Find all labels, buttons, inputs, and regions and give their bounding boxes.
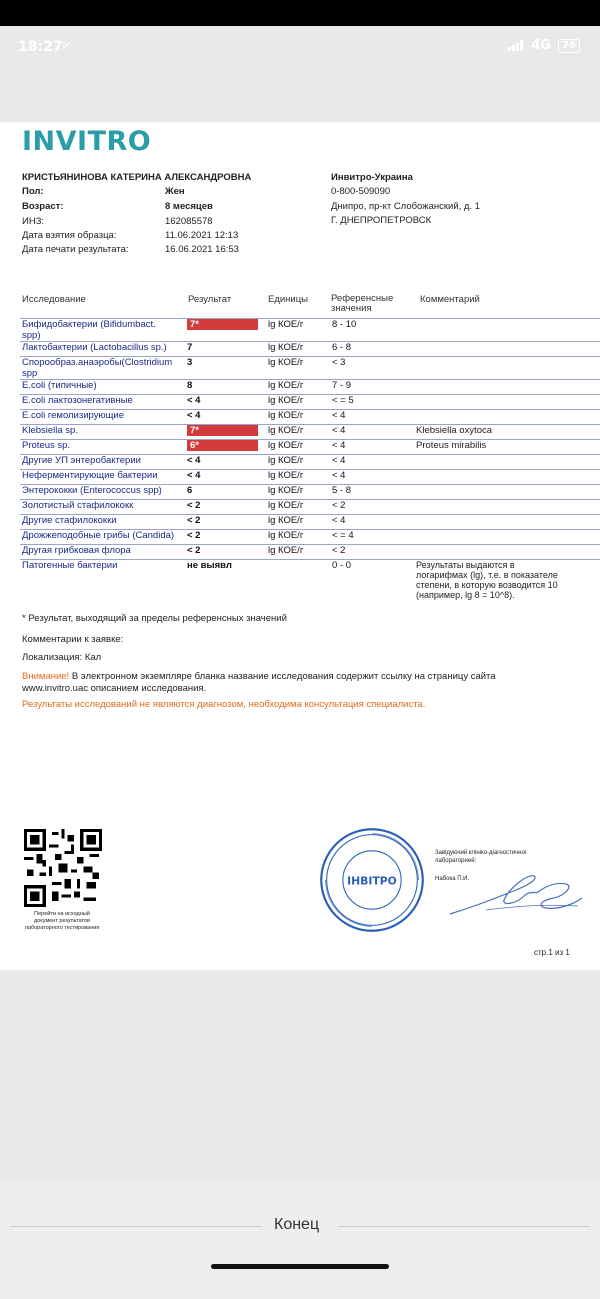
- study-name-line1[interactable]: Неферментирующие бактерии: [22, 470, 158, 481]
- signature-title: [435, 849, 527, 865]
- age-value: 8 месяцев: [165, 201, 213, 212]
- study-name[interactable]: [20, 440, 185, 455]
- sex-value: Жен: [165, 186, 185, 197]
- comment-value: Proteus mirabilis: [416, 440, 487, 451]
- study-name[interactable]: [20, 545, 185, 560]
- viewer-bottom-bar: [0, 1180, 600, 1299]
- end-divider-left: [10, 1226, 262, 1227]
- result-value: < 4: [187, 470, 201, 481]
- result-value: < 4: [187, 395, 201, 406]
- result-value: не выявл: [187, 560, 232, 571]
- result-value: < 2: [187, 500, 201, 511]
- comment-value: [414, 380, 600, 395]
- results-table: [20, 318, 600, 600]
- result-value: < 4: [187, 410, 201, 421]
- units-value: lg КОЕ/г: [268, 515, 304, 526]
- reference-value: < = 4: [332, 530, 354, 541]
- study-name-line1[interactable]: Другая грибковая флора: [22, 545, 131, 556]
- lab-phone: 0-800-509090: [331, 186, 391, 197]
- comment-line4: (например, lg 8 = 10^8).: [416, 590, 515, 600]
- units-value: lg КОЕ/г: [268, 500, 304, 511]
- attention-word: Внимание!: [22, 671, 70, 682]
- study-name-line1[interactable]: Другие УП энтеробактерии: [22, 455, 141, 466]
- reference-value: < 4: [332, 515, 346, 526]
- reference-value: < = 5: [332, 395, 354, 406]
- status-time: 18:27: [18, 39, 63, 55]
- comment-line1: Результаты выдаются в: [416, 560, 515, 570]
- comment-value: [414, 455, 600, 470]
- table-row: [20, 395, 600, 410]
- signature-image: [446, 870, 586, 920]
- qr-code[interactable]: [24, 829, 102, 907]
- qr-caption-line3: лабораторного тестирования: [24, 925, 100, 931]
- reference-value: < 4: [332, 470, 346, 481]
- attention-note: [22, 671, 496, 695]
- study-name-line1[interactable]: Золотистый стафилококк: [22, 500, 134, 511]
- sample-date-label: Дата взятия образца:: [22, 230, 117, 241]
- study-name-line1[interactable]: E.coli гемолизирующие: [22, 410, 124, 421]
- end-divider-right: [338, 1226, 590, 1227]
- reference-value: 6 - 8: [332, 342, 352, 353]
- study-name[interactable]: [20, 470, 185, 485]
- study-name[interactable]: [20, 357, 185, 380]
- study-name[interactable]: [20, 485, 185, 500]
- qr-caption-line1: Перейти на исходный: [34, 911, 90, 917]
- print-date-label: Дата печати результата:: [22, 244, 129, 255]
- reference-value: 7 - 9: [332, 380, 352, 391]
- result-value: < 2: [187, 530, 201, 541]
- lab-city: Г. ДНЕПРОПЕТРОВСК: [331, 215, 432, 226]
- patient-name: КРИСТЬЯНИНОВА КАТЕРИНА АЛЕКСАНДРОВНА: [22, 172, 252, 183]
- study-name[interactable]: Патогенные бактерии: [22, 560, 118, 571]
- study-name-line1[interactable]: E.coli лактозонегативные: [22, 395, 133, 406]
- comment-value: [414, 500, 600, 515]
- comments-label: Комментарии к заявке:: [22, 634, 124, 645]
- units-value: lg КОЕ/г: [268, 545, 304, 556]
- reference-header-line2: значения: [331, 303, 372, 314]
- study-name[interactable]: [20, 515, 185, 530]
- battery-icon: 76: [558, 39, 580, 53]
- network-type: 4G: [531, 38, 552, 53]
- result-value: 6: [187, 485, 193, 496]
- attention-text: В электронном экземпляре бланка название исследования содержит ссылку на страницу сайта: [69, 671, 496, 682]
- comment-value: [414, 470, 600, 485]
- table-row: [20, 380, 600, 395]
- table-row: [20, 357, 600, 380]
- units-value: lg КОЕ/г: [268, 485, 304, 496]
- study-name-line1[interactable]: Другие стафилококки: [22, 515, 117, 526]
- col-header-units: Единицы: [268, 294, 309, 305]
- lab-address: Днипро, пр-кт Слобожанский, д. 1: [331, 201, 481, 212]
- study-name[interactable]: [20, 380, 185, 395]
- top-black-bar: [0, 0, 600, 26]
- print-date-value: 16.06.2021 16:53: [165, 244, 239, 255]
- study-name[interactable]: [20, 500, 185, 515]
- home-indicator[interactable]: [211, 1264, 389, 1269]
- reference-value: 8 - 10: [332, 319, 357, 330]
- invitro-logo: INVITRO: [22, 126, 152, 157]
- col-header-study: Исследование: [22, 294, 86, 305]
- col-header-comment: Комментарий: [420, 294, 480, 305]
- sample-date-value: 11.06.2021 12:13: [165, 230, 239, 241]
- localization: Локализация: Кал: [22, 652, 102, 663]
- inz-label: ИНЗ:: [22, 216, 45, 227]
- study-name-line1[interactable]: Энтерококки (Enterococcus spp): [22, 485, 162, 496]
- table-row-pathogens: [20, 560, 600, 601]
- study-name-line2[interactable]: spp: [22, 368, 38, 379]
- table-row: [20, 500, 600, 515]
- inz-value: 162085578: [165, 216, 213, 227]
- study-name[interactable]: [20, 530, 185, 545]
- table-row: [20, 410, 600, 425]
- reference-value: < 2: [332, 500, 346, 511]
- end-label: Конец: [274, 1216, 320, 1233]
- table-row: [20, 342, 600, 357]
- table-row: [20, 319, 600, 342]
- reference-value: 5 - 8: [332, 485, 352, 496]
- comment-value: [414, 485, 600, 500]
- signal-icon: [508, 40, 524, 51]
- col-header-result: Результат: [188, 294, 232, 305]
- comment-value: [414, 395, 600, 410]
- result-value: < 4: [187, 455, 201, 466]
- units-value: lg КОЕ/г: [268, 455, 304, 466]
- study-name[interactable]: [20, 342, 185, 357]
- comment-value: [414, 342, 600, 357]
- study-name-line1[interactable]: Лактобактерии (Lactobacillus sp.): [22, 342, 167, 353]
- result-value: 7: [187, 342, 193, 353]
- reference-value: < 4: [332, 455, 346, 466]
- study-name-line1[interactable]: Klebsiella sp.: [22, 425, 78, 436]
- qr-caption: [14, 911, 110, 932]
- units-value: lg КОЕ/г: [268, 395, 304, 406]
- study-name[interactable]: [20, 455, 185, 470]
- result-value: < 2: [187, 545, 201, 556]
- units-value: [266, 560, 330, 601]
- comment-value: Klebsiella oxytoca: [416, 425, 493, 436]
- reference-value: < 2: [332, 545, 346, 556]
- result-value: < 2: [187, 515, 201, 526]
- table-row: [20, 455, 600, 470]
- lab-report-page: [0, 122, 600, 970]
- col-header-reference: [331, 294, 393, 314]
- disclaimer: Результаты исследований не являются диагнозом, необходима консультация специалиста.: [22, 699, 426, 710]
- units-value: lg КОЕ/г: [268, 410, 304, 421]
- reference-header-line1: Референсные: [331, 293, 394, 304]
- comment-value: [414, 545, 600, 560]
- result-flagged: 6*: [187, 440, 258, 451]
- reference-value: < 4: [332, 425, 346, 436]
- study-name-line1[interactable]: Спорообраз.анаэробы(Clostridium: [22, 357, 173, 368]
- download-check-icon: ⩗: [63, 37, 71, 53]
- study-name[interactable]: [20, 410, 185, 425]
- comment-line2: логарифмах (lg), т.е. в показателе: [416, 570, 558, 580]
- table-row: [20, 530, 600, 545]
- units-value: lg КОЕ/г: [268, 342, 304, 353]
- units-value: lg КОЕ/г: [268, 530, 304, 541]
- signature-name: Набока П.И.: [435, 876, 470, 882]
- study-name[interactable]: [20, 425, 185, 440]
- reference-value: 0 - 0: [332, 560, 352, 571]
- qr-caption-line2: документ результатов: [34, 918, 90, 924]
- study-name-line1[interactable]: Дрожжеподобные грибы (Candida): [22, 530, 175, 541]
- table-row: [20, 440, 600, 455]
- stamp-text: ІНВІТРО: [347, 874, 397, 888]
- comment-value: [414, 560, 600, 601]
- units-value: lg КОЕ/г: [268, 357, 304, 368]
- study-name-line2[interactable]: spp): [22, 330, 41, 341]
- reference-value: < 3: [332, 357, 346, 368]
- study-name-line1[interactable]: Бифидобактерии (Bifidumbact.: [22, 319, 156, 330]
- result-flagged: 7*: [187, 425, 258, 436]
- study-name[interactable]: [20, 319, 185, 342]
- footnote: * Результат, выходящий за пределы референсных значений: [22, 613, 287, 624]
- page-counter: стр.1 из 1: [534, 948, 570, 957]
- result-flagged: 7*: [187, 319, 258, 330]
- comment-line3: степени, в которую возводится 10: [416, 580, 558, 590]
- lab-stamp: [318, 826, 426, 934]
- comment-value: [414, 357, 600, 380]
- result-value: 3: [187, 357, 193, 368]
- units-value: lg КОЕ/г: [268, 470, 304, 481]
- units-value: lg КОЕ/г: [268, 319, 304, 330]
- table-row: [20, 515, 600, 530]
- age-label: Возраст:: [22, 201, 64, 212]
- study-name-line1[interactable]: Proteus sp.: [22, 440, 71, 451]
- table-row: [20, 425, 600, 440]
- table-row: [20, 470, 600, 485]
- units-value: lg КОЕ/г: [268, 425, 304, 436]
- lab-name: Инвитро-Украина: [331, 172, 413, 183]
- result-value: 8: [187, 380, 193, 391]
- study-name[interactable]: [20, 395, 185, 410]
- signature-title-line2: лабораторией:: [435, 858, 477, 864]
- status-bar: [0, 26, 600, 68]
- sex-label: Пол:: [22, 186, 44, 197]
- table-row: [20, 485, 600, 500]
- comment-value: [414, 319, 600, 342]
- units-value: lg КОЕ/г: [268, 380, 304, 391]
- signature-title-line1: Завідуючий клініко-діагностичної: [435, 850, 527, 856]
- comment-value: [414, 530, 600, 545]
- reference-value: < 4: [332, 440, 346, 451]
- reference-value: < 4: [332, 410, 346, 421]
- study-name-line1[interactable]: E.coli (типичные): [22, 380, 97, 391]
- table-row: [20, 545, 600, 560]
- units-value: lg КОЕ/г: [268, 440, 304, 451]
- comment-value: [414, 410, 600, 425]
- attention-text-line2[interactable]: www.invitro.uac описанием исследования.: [22, 683, 207, 694]
- comment-value: [414, 515, 600, 530]
